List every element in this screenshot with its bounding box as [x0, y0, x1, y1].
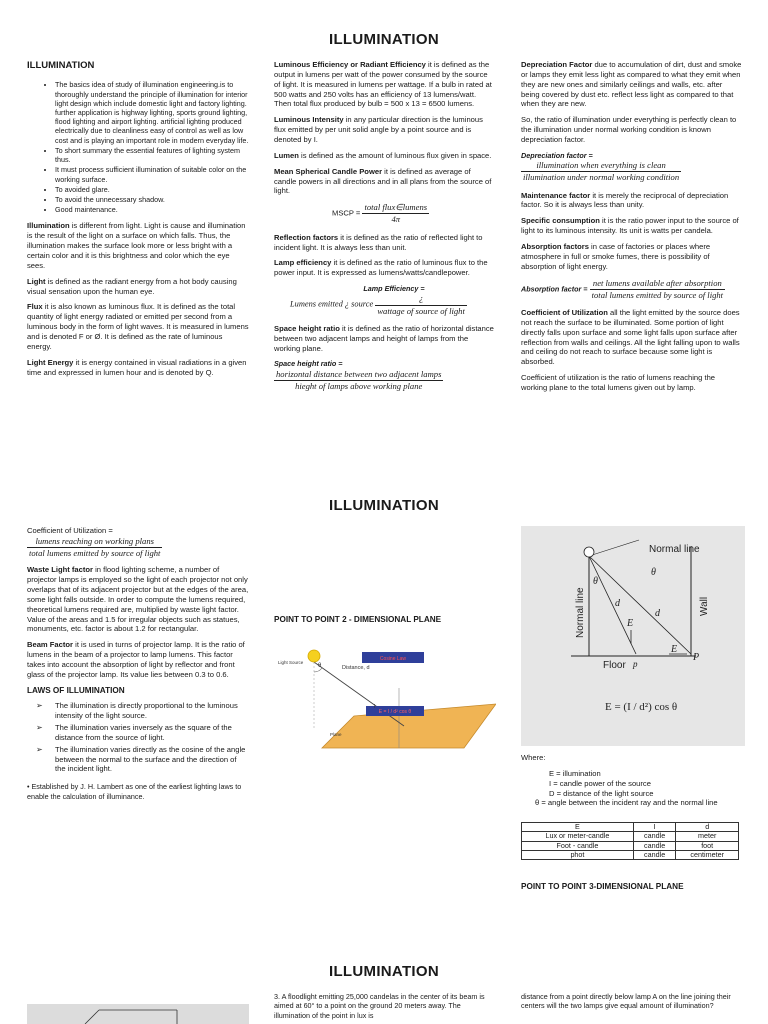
list-item: • To avoid the unnecessary shadow.	[55, 195, 249, 204]
normal-line-diagram	[521, 526, 745, 746]
paragraph	[27, 640, 249, 679]
definition: due to accumulation of dirt, dust and smoke or lamps they emit less light as compared to what they emit when they are new ones and similarly ceilings and walls, etc. after being covered by dust etc. reflect less light as compared to that when they are new.	[521, 60, 742, 109]
definition: is defined as the amount of luminous flux given in space.	[298, 150, 492, 160]
table-cell: Lux or meter-candle	[522, 832, 634, 841]
paragraph	[27, 358, 249, 378]
page1-column-3	[521, 60, 743, 399]
definition: it is defined as average of candle powers in all directions and in all plans from the source of light.	[274, 166, 492, 196]
fraction	[362, 202, 429, 225]
definition: it is the ratio power input to the source of light to its luminous intensity. Its unit is watts per candela.	[521, 216, 739, 236]
denominator: wattage of source of light	[377, 305, 465, 316]
formula-label: Lamp Efficiency =	[363, 284, 425, 294]
units-table	[521, 822, 739, 860]
paragraph	[27, 302, 249, 351]
paragraph: So, the ratio of illumination under everything is perfectly clean to the illumination under normal working condition is known depreciation factor.	[521, 115, 737, 145]
definitions-block	[521, 753, 743, 808]
paragraph	[27, 221, 249, 270]
fig-label-E: E	[671, 644, 678, 655]
paragraph: Coefficient of utilization is the ratio of lumens reaching the working plane to the total lumens given out by lamp.	[521, 373, 716, 392]
lamp-efficiency-formula	[274, 284, 494, 317]
fig-label-i: I	[374, 704, 376, 710]
definition: it is energy contained in visual radiations in a given time and expressed in lumen hour and is denoted by Q.	[27, 357, 247, 377]
term: Lumen	[274, 150, 299, 160]
formula-lhs: Lumens emitted ¿ source	[290, 300, 374, 310]
table-cell: candle	[633, 850, 676, 859]
where-label: Where:	[521, 753, 546, 762]
list-item: ➢ The illumination varies directly as the cosine of the angle between the normal to the surface and the direction of the incident light.	[45, 745, 249, 775]
definition: in case of factories or places where atmosphere in full or smoke fumes, there is possibility of absorption of light energy.	[521, 242, 711, 271]
definition: it is defined as the output in lumens per watt of the power consumed by the source of light. It is measured in lumens per wattage. If a bulb in rated at 500 watts and 250 volts has an efficiency of 13 lumens/watt. Then total flux produced by bulb = 500 x 13 = 6500 lumens.	[274, 60, 492, 109]
formula-label: Absorption factor =	[521, 284, 588, 294]
section-heading: ILLUMINATION	[27, 60, 95, 71]
table-cell: candle	[633, 841, 676, 850]
fig-label-E: E	[627, 618, 634, 629]
list-item: • To short summary the essential features of lighting system thus.	[55, 146, 249, 164]
denominator: 4π	[391, 214, 401, 225]
definition-item: D = distance of the light source	[549, 788, 654, 798]
fraction	[590, 278, 725, 301]
fig-label-light-source: Light Source	[278, 660, 304, 665]
cosine-law-figure	[274, 638, 496, 753]
page3-figure-photo	[27, 1004, 249, 1024]
fig-label-p: p	[633, 659, 638, 669]
term: Light Energy	[27, 357, 74, 367]
fig-label-cosine-law: Cosine Law	[379, 656, 407, 662]
laws-list	[27, 701, 249, 774]
definition-item: I = candle power of the source	[549, 778, 651, 788]
table-row	[522, 841, 739, 850]
fig-label-floor: Floor	[603, 660, 626, 671]
numerator: ¿	[375, 293, 467, 305]
problem-text: 3. A floodlight emitting 25,000 candelas in the center of its beam is aimed at 60° to a point on the ground 20 meters away. The illumination of the point in lux is	[274, 992, 485, 1020]
box-sketch	[27, 1004, 249, 1024]
term: Light	[27, 276, 46, 286]
definition-item: E = illumination	[549, 768, 601, 778]
list-item: ➢ The illumination varies inversely as the square of the distance from the source of light.	[45, 723, 249, 743]
table-cell: candle	[633, 832, 676, 841]
paragraph	[274, 258, 494, 278]
fig-label-normal-line-vertical: Normal line	[575, 587, 586, 638]
list-item: • To avoided glare.	[55, 185, 249, 194]
fraction	[274, 369, 443, 392]
page-title: ILLUMINATION	[329, 963, 439, 980]
fig-equation: E = (I / d²) cos θ	[605, 701, 678, 713]
table-header-cell: d	[676, 823, 739, 832]
paragraph	[274, 60, 494, 109]
formula-label: Depreciation factor =	[521, 150, 593, 160]
table-row	[522, 832, 739, 841]
numerator: lumens reaching on working plans	[27, 536, 162, 548]
paragraph	[521, 60, 743, 109]
denominator: total lumens emitted by source of light	[29, 548, 161, 559]
lambert-note: • Established by J. H. Lambert as one of the earliest lighting laws to enable the calculation of illuminance.	[27, 782, 242, 801]
table-cell: meter	[676, 832, 739, 841]
fig-label-normal-line: Normal line	[649, 544, 700, 555]
list-item: ➢ The illumination is directly proportional to the luminous intensity of the light source.	[45, 701, 249, 721]
paragraph	[521, 242, 743, 272]
normal-line-figure-photo	[521, 526, 745, 746]
term: Mean Spherical Candle Power	[274, 166, 383, 176]
term: Absorption factors	[521, 242, 589, 252]
fig-label-theta: θ	[318, 663, 322, 669]
paragraph	[521, 308, 743, 367]
term: Illumination	[27, 221, 70, 231]
table-cell: foot	[676, 841, 739, 850]
numerator: illumination when everything is clean	[521, 160, 681, 172]
paragraph	[274, 324, 494, 354]
term: Lamp efficiency	[274, 258, 332, 268]
definition-item: θ = angle between the incident ray and the normal line	[535, 798, 718, 808]
definition: all the light emitted by the source does not reach the surface to be illuminated. Some portion of light directly falls upon surface and some light falls upon surface after reflection from walls and ceilings. All the light falling upon to walls and ceiling do not reach to surface because some light is absorbed.	[521, 307, 740, 367]
definition: is defined as the radiant energy from a hot body causing visual sensation upon the human eye.	[27, 276, 237, 296]
section-heading: POINT TO POINT 2 - DIMENSIONAL PLANE	[274, 615, 442, 624]
section-heading: LAWS OF ILLUMINATION	[27, 685, 125, 695]
bullet-list	[27, 80, 249, 214]
light-bulb-icon	[308, 650, 320, 662]
definition: it is defined as the ratio of reflected light to incident light. It is always less than unit.	[274, 232, 483, 252]
definition: it is also known as luminous flux. It is defined as the total quantity of light energy radiated or emitted per second from a luminous body in the form of light waves. It is measured in lumens and is denoted F or Ø. It is defined as the rate of luminous energy.	[27, 302, 249, 351]
page-title: ILLUMINATION	[329, 31, 439, 48]
problem-text: distance from a point directly below lamp A on the line joining their centers will the two lamps give equal amount of illumination?	[521, 992, 731, 1011]
denominator: total lumens emitted by source of light	[591, 289, 724, 300]
page-title: ILLUMINATION	[329, 497, 439, 514]
fig-label-wall: Wall	[699, 596, 710, 616]
numerator: horizontal distance between two adjacent lamps	[274, 369, 443, 381]
definition: is different from light. Light is cause and illumination is the result of the light on a surface on which falls. Thus, the illumination makes the surface look more or less bright with a certain color and it is this brightness and color which the eye sees.	[27, 221, 246, 270]
definitions-list	[521, 769, 743, 808]
fraction	[375, 293, 467, 316]
term: Luminous Efficiency or Radiant Efficiency	[274, 60, 426, 69]
page1-column-1	[27, 60, 249, 383]
formula-lhs: MSCP =	[332, 208, 363, 218]
numerator: net lumens available after absorption	[590, 278, 725, 290]
mscp-formula	[274, 202, 494, 225]
fig-label-theta: θ	[593, 576, 598, 587]
fraction	[521, 160, 681, 183]
fig-label-formula: E = I / d² cos θ	[378, 709, 412, 715]
term: Waste Light factor	[27, 565, 93, 575]
formula-label: Space height ratio =	[274, 359, 343, 369]
term: Luminous Intensity	[274, 115, 344, 125]
definition: it is defined as the ratio of horizontal distance between two adjacent lamps and height of lamps from the working plane.	[274, 323, 494, 353]
list-item: • Good maintenance.	[55, 205, 249, 214]
definition: in flood lighting scheme, a number of projector lamps is employed so the light of each projector not only overlaps that of its adjacent projector but at the edges of the area, some light falls outside. In order to compute the lumens required, theoretical lumens required are, multiplied by waste light factor. Value of the areas and 1.5 for irregular objects such as statues, monuments, etc. factor is about 1.2 for rectangular.	[27, 565, 249, 634]
table-header-cell: E	[522, 823, 634, 832]
fraction	[27, 536, 162, 559]
term: Specific consumption	[521, 216, 600, 226]
space-height-formula	[274, 359, 494, 392]
fig-label-P: P	[693, 652, 700, 663]
term: Maintenance factor	[521, 190, 591, 200]
term: Reflection factors	[274, 232, 339, 242]
definition: it is defined as the ratio of luminous flux to the power input. It is expressed as lumens/watts/candlepower.	[274, 258, 488, 278]
depreciation-formula	[521, 151, 743, 184]
term: Coefficient of Utilization	[521, 307, 608, 317]
page3-column-3	[521, 992, 743, 1017]
page3-column-2	[274, 992, 496, 1024]
absorption-formula	[521, 278, 743, 301]
paragraph	[274, 233, 494, 253]
cosine-law-diagram	[274, 638, 496, 753]
paragraph	[27, 565, 249, 634]
paragraph	[274, 167, 494, 197]
list-item: • It must process sufficient illumination of suitable color on the working surface.	[55, 165, 249, 183]
paragraph	[521, 191, 743, 211]
table-cell: centimeter	[676, 850, 739, 859]
list-item: • The basics idea of study of illumination engineering.is to thoroughly understand the principle of illumination for interior light design which include domestic light and factory lighting. further application is highway lighting, sports ground lighting, flood lighting and airport lighting. artificial lighting produced electrically due to cleanliness easy of control as well as low cost and is playing an important role in modern everyday life.	[55, 80, 249, 145]
paragraph	[274, 115, 494, 145]
fig-label-d: d	[655, 608, 660, 619]
definition: it is merely the reciprocal of depreciation factor. So it is always less than unity.	[521, 190, 729, 210]
term: Beam Factor	[27, 640, 74, 650]
fig-label-distance: Distance, d	[342, 665, 370, 671]
definition: it is used in turns of projector lamp. It is the ratio of lumens in the beam of a projector to lamp lumens. This factor takes into account the absorption of light by reflector and front glass of the projector lamp. Its value lies between 0.3 to 0.6.	[27, 640, 245, 679]
term: Depreciation Factor	[521, 60, 593, 69]
cou-formula	[27, 526, 249, 559]
numerator: total flux∈lumens	[362, 202, 429, 214]
table-row	[522, 850, 739, 859]
paragraph	[27, 277, 249, 297]
lamp-icon	[584, 547, 594, 557]
formula-label: Coefficient of Utilization =	[27, 526, 113, 535]
table-header-cell: I	[633, 823, 676, 832]
section-heading: POINT TO POINT 3-DIMENSIONAL PLANE	[521, 882, 684, 891]
paragraph	[521, 216, 743, 236]
denominator: illumination under normal working condition	[523, 172, 680, 183]
table-cell: Foot - candle	[522, 841, 634, 850]
term: Space height ratio	[274, 323, 340, 333]
page1-column-2	[274, 60, 494, 392]
fig-label-d: d	[615, 598, 620, 609]
page2-column-1	[27, 526, 249, 807]
definition: in any particular direction is the luminous flux emitted by per unit solid angle by a point source and is denoted by I.	[274, 115, 483, 145]
denominator: hieght of lamps above working plane	[295, 380, 423, 391]
fig-label-plane: Plane	[330, 732, 342, 737]
table-cell: phot	[522, 850, 634, 859]
paragraph	[274, 151, 494, 161]
term: Flux	[27, 302, 43, 312]
fig-label-theta: θ	[651, 567, 656, 578]
